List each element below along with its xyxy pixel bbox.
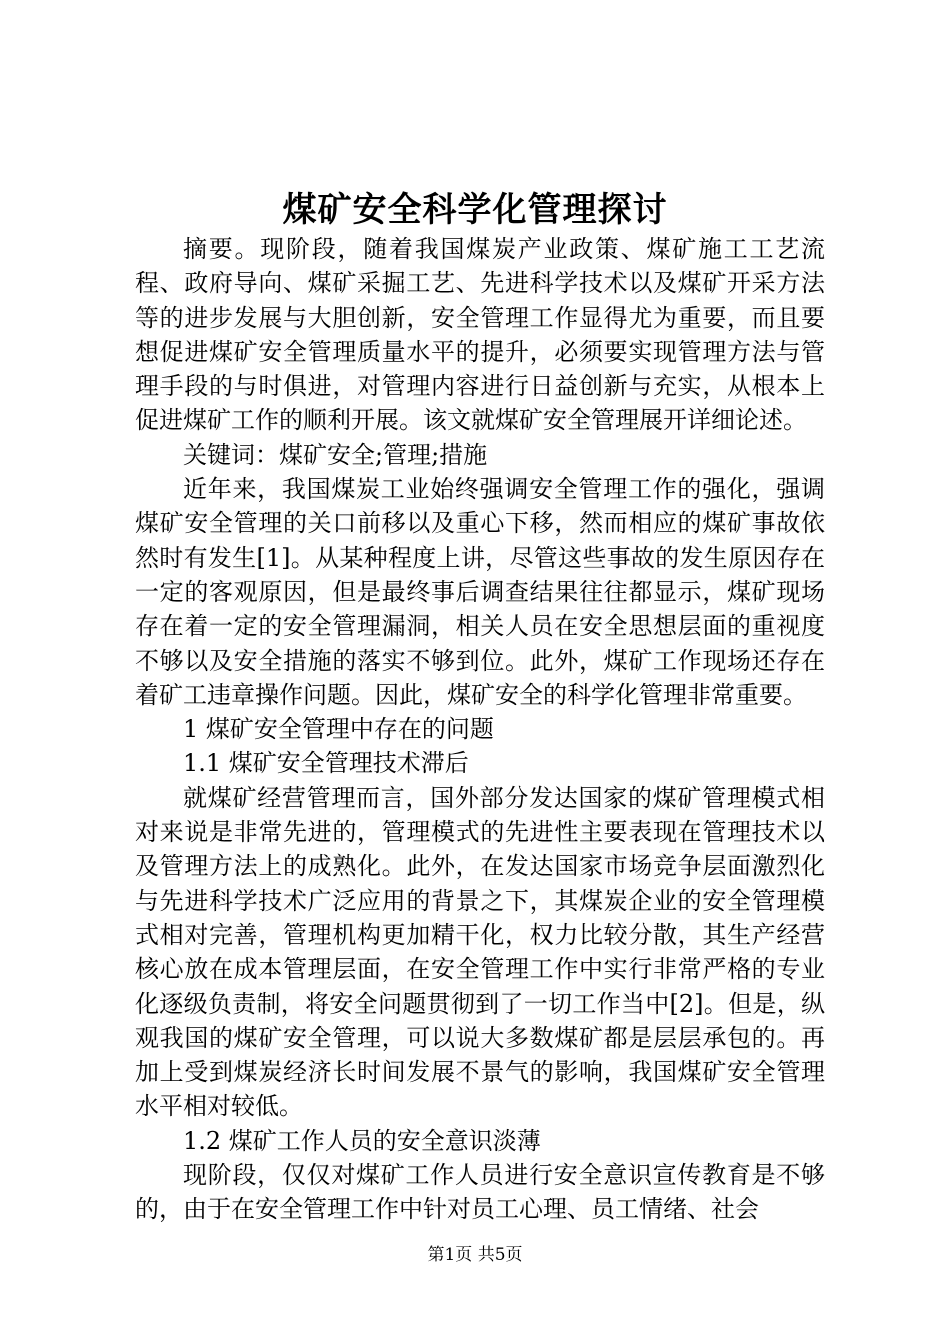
keywords-paragraph: 关键词：煤矿安全;管理;措施 xyxy=(183,440,488,469)
page-number-footer: 第1页 共5页 xyxy=(427,1245,523,1265)
section-1-2-paragraph: 现阶段，仅仅对煤矿工作人员进行安全意识宣传教育是不够的，由于在安全管理工作中针对员工心理、员工情绪、社会 xyxy=(135,1161,825,1224)
document-title: 煤矿安全科学化管理探讨 xyxy=(282,190,668,230)
document-body xyxy=(135,232,825,1227)
section-heading-1-2: 1.2 煤矿工作人员的安全意识淡薄 xyxy=(183,1126,541,1155)
abstract-paragraph: 摘要。现阶段，随着我国煤炭产业政策、煤矿施工工艺流程、政府导向、煤矿采掘工艺、先进科学技术以及煤矿开采方法等的进步发展与大胆创新，安全管理工作显得尤为重要，而且要想促进煤矿安全管理质量水平的提升，必须要实现管理方法与管理手段的与时俱进，对管理内容进行日益创新与充实，从根本上促进煤矿工作的顺利开展。该文就煤矿安全管理展开详细论述。 xyxy=(135,235,825,435)
section-heading-1: 1 煤矿安全管理中存在的问题 xyxy=(183,715,494,744)
intro-paragraph: 近年来，我国煤炭工业始终强调安全管理工作的强化，强调煤矿安全管理的关口前移以及重心下移，然而相应的煤矿事故依然时有发生[1]。从某种程度上讲，尽管这些事故的发生原因存在一定的客观原因，但是最终事后调查结果往往都显示，煤矿现场存在着一定的安全管理漏洞，相关人员在安全思想层面的重视度不够以及安全措施的落实不够到位。此外，煤矿工作现场还存在着矿工违章操作问题。因此，煤矿安全的科学化管理非常重要。 xyxy=(135,475,825,709)
section-1-1-paragraph: 就煤矿经营管理而言，国外部分发达国家的煤矿管理模式相对来说是非常先进的，管理模式的先进性主要表现在管理技术以及管理方法上的成熟化。此外，在发达国家市场竞争层面激烈化与先进科学技术广泛应用的背景之下，其煤炭企业的安全管理模式相对完善，管理机构更加精干化，权力比较分散，其生产经营核心放在成本管理层面，在安全管理工作中实行非常严格的专业化逐级负责制，将安全问题贯彻到了一切工作当中[2]。但是，纵观我国的煤矿安全管理，可以说大多数煤矿都是层层承包的。再加上受到煤炭经济长时间发展不景气的影响，我国煤矿安全管理水平相对较低。 xyxy=(135,783,825,1121)
section-heading-1-1: 1.1 煤矿安全管理技术滞后 xyxy=(183,749,469,778)
